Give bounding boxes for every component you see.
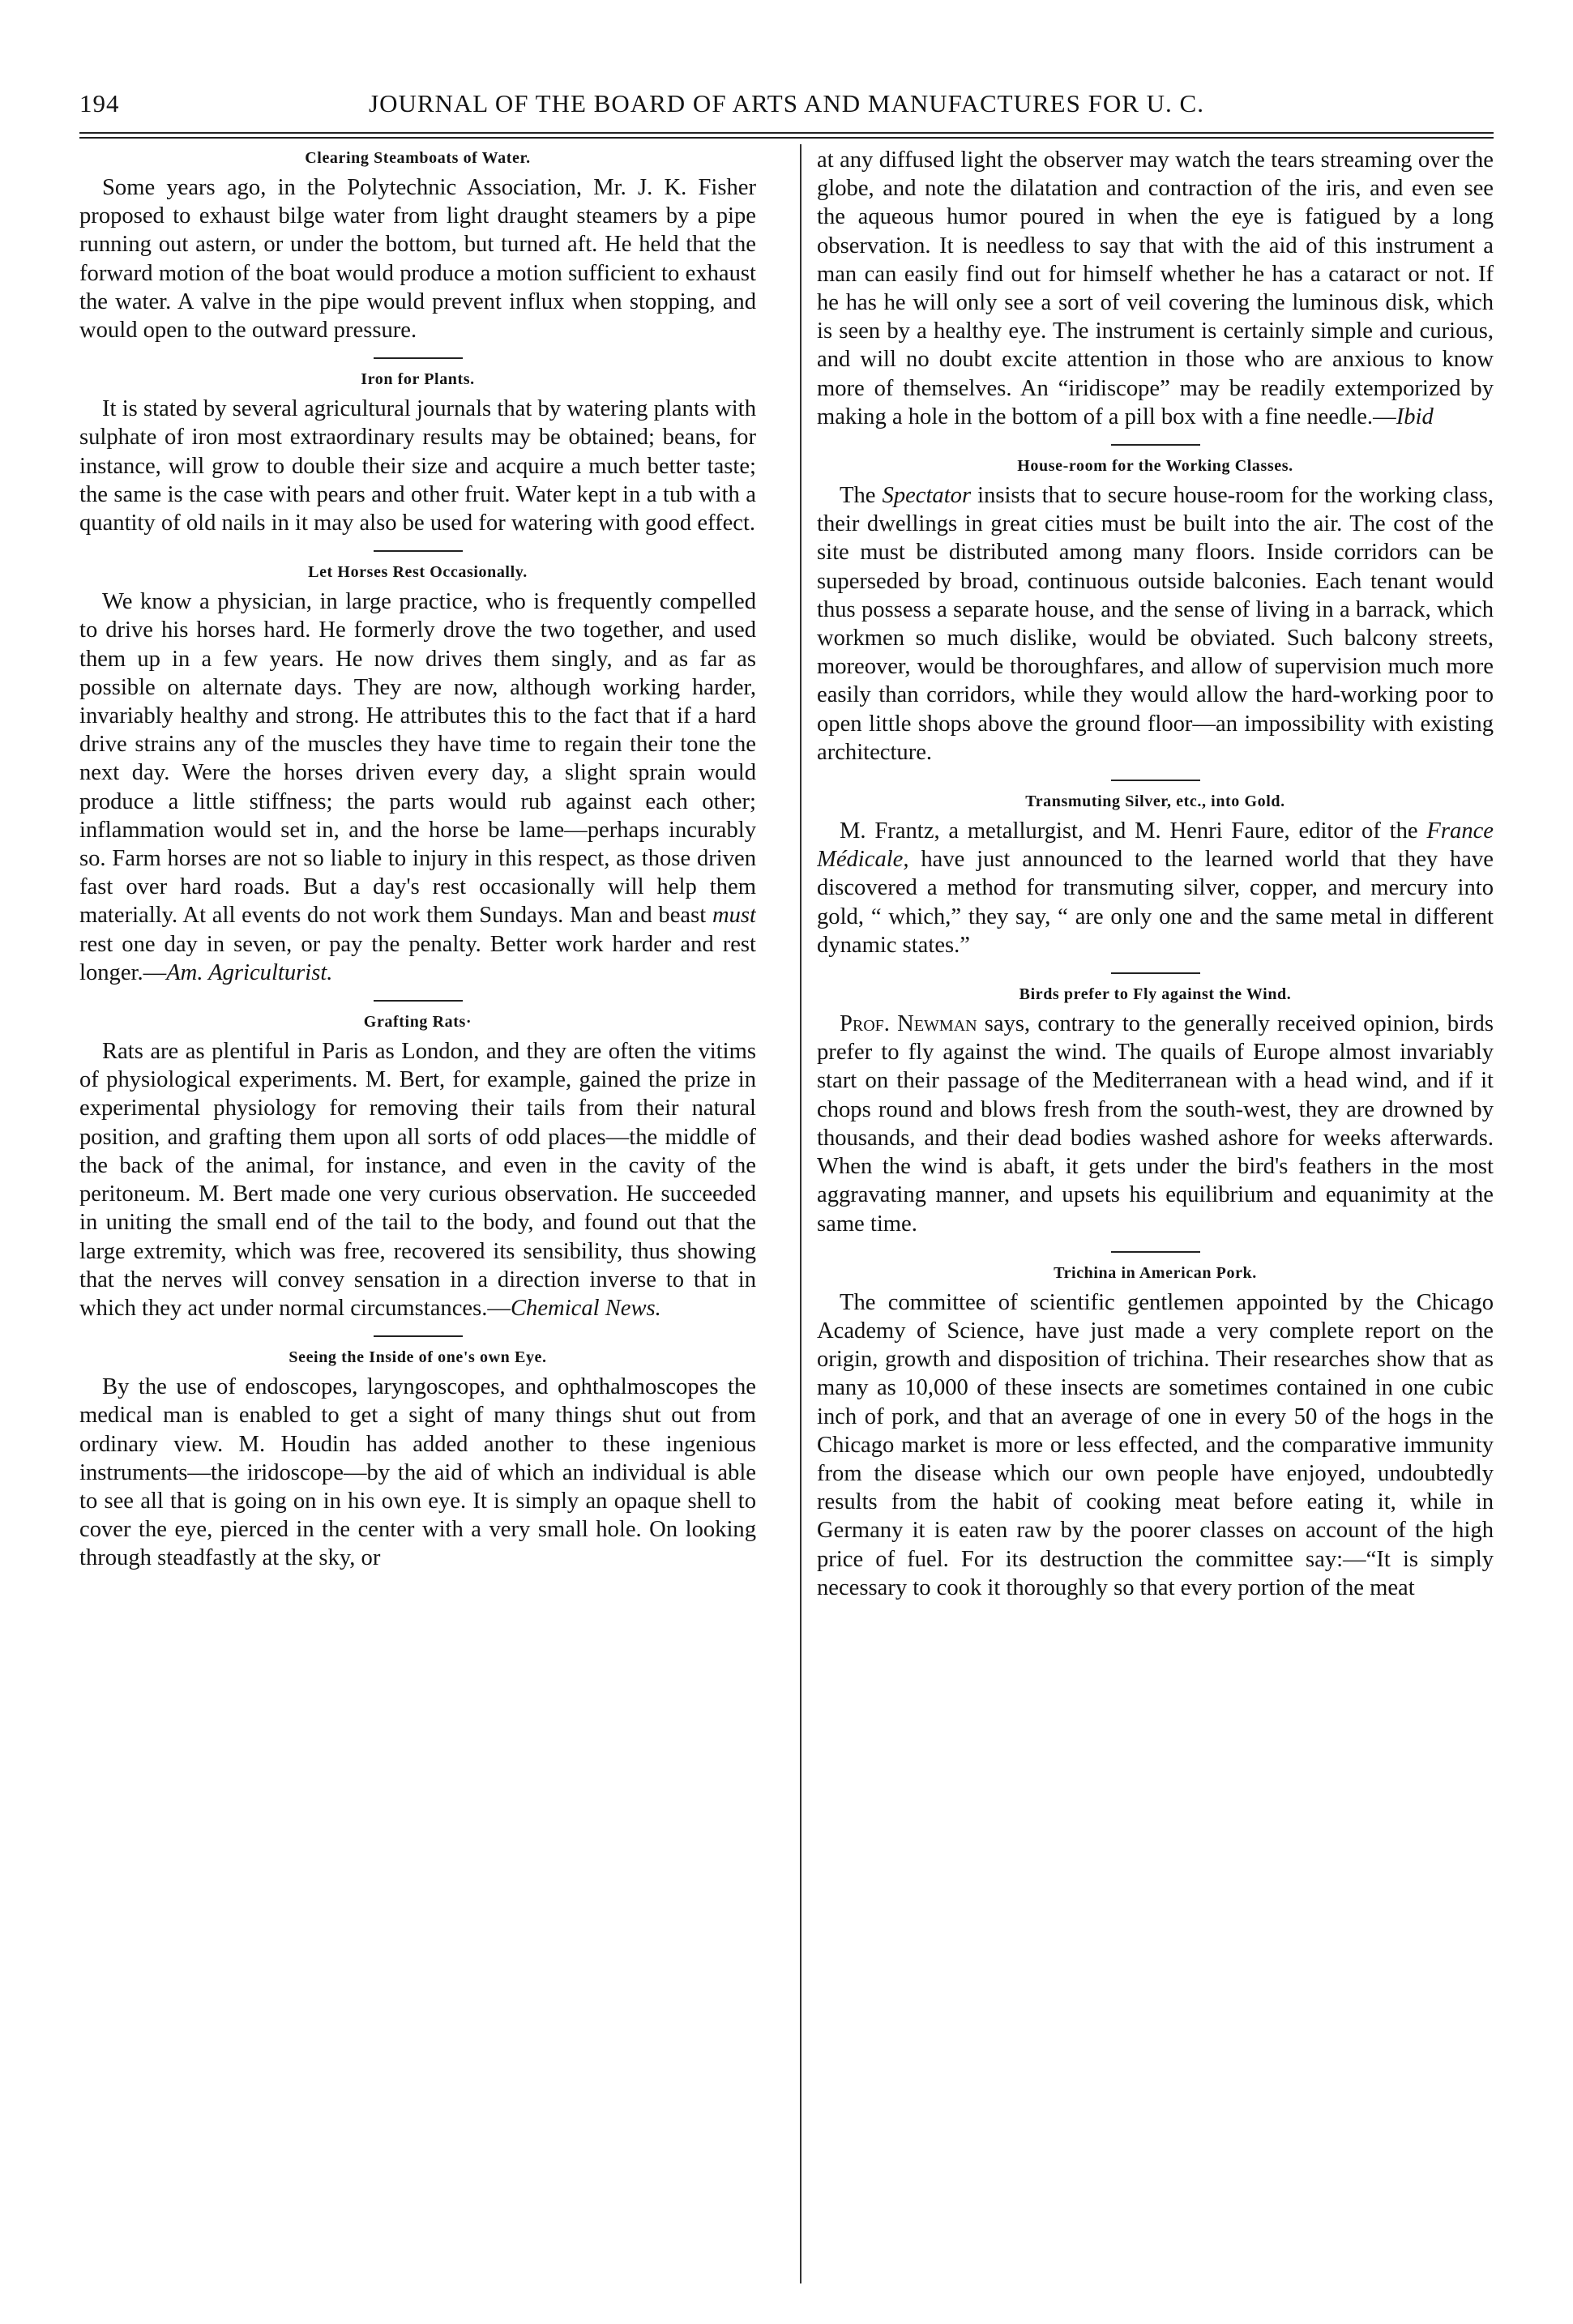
- emphasis: France Médicale,: [817, 818, 1494, 873]
- running-head: [79, 89, 1494, 130]
- journal-page: [79, 0, 1494, 2324]
- article-body: It is stated by several agricultural journals that by watering plants with sulphate of iron most extraordinary results may be obtained; beans, for instance, will grow to double their size and acquire a much better taste; the same is the case with pears and other fruit. Water kept in a tub with a quantity of old nails in it may also be used for watering with good effect.: [79, 396, 756, 536]
- article-lead: M. Frantz, a metallurgist, and M. Henri Faure, editor of the: [840, 818, 1418, 844]
- article-transmuting-silver: [817, 789, 1494, 959]
- article-seeing-inside-eye: [79, 1345, 756, 1572]
- article-title: Clearing Steamboats of Water.: [305, 149, 531, 167]
- journal-title: JOURNAL OF THE BOARD OF ARTS AND MANUFACTURES FOR U. C.: [369, 89, 1204, 117]
- article-body: [79, 587, 756, 987]
- article-title: Trichina in American Pork.: [1054, 1263, 1257, 1282]
- article-source: Am. Agriculturist.: [166, 959, 333, 985]
- article-text: have just announced to the learned world that they have discovered a method for transmuting silver, copper, and mercury into gold, “ which,” they say, “ are only one and the same metal in different dynamic states.”: [817, 847, 1494, 958]
- article-text: We know a physician, in large practice, who is frequently compelled to drive his horses hard. He formerly drove the two together, and used them up in a few years. He now drives them singly, and as far as possible on alternate days. They are now, although working harder, invariably healthy and strong. He attributes this to the fact that if a hard drive strains any of the muscles they have time to regain their tone the next day. Were the horses driven every day, a slight sprain would produce a little stiffness; the parts would rub against each other; inflammation would set in, and the horse be lame—perhaps incurably so. Farm horses are not so liable to injury in this respect, as those driven fast over hard roads. But a day's rest occasionally will help them materially. At all events do not work them Sundays. Man and beast: [79, 589, 756, 929]
- article-separator: [1111, 972, 1200, 974]
- article-body: [79, 1037, 756, 1322]
- article-title: Seeing the Inside of one's own Eye.: [289, 1348, 547, 1367]
- article-title: Transmuting Silver, etc., into Gold.: [1025, 792, 1285, 811]
- article-title: Iron for Plants.: [361, 370, 475, 389]
- article-source: Ibid: [1396, 404, 1434, 429]
- article-body: The committee of scientific gentlemen appointed by the Chicago Academy of Science, have just made a very complete report on the origin, growth and disposition of trichina. Their researches show that as many as 10,000 of these insects are sometimes contained in one cubic inch of pork, and that an average of one in every 50 of the hogs in the Chicago market is more or less effected, and the comparative immunity from the disease which our own people have enjoyed, undoubtedly results from the habit of cooking meat before eating it, while in Germany it is eaten raw by the poorer classes on account of the high price of fuel. For its destruction the committee say:—“It is simply necessary to cook it thoroughly so that every portion of the meat: [817, 1289, 1494, 1600]
- article-body: By the use of endoscopes, laryngoscopes, and ophthalmoscopes the medical man is enabled to get a sight of many things shut out from ordinary view. M. Houdin has added another to these ingenious instruments—the iridoscope—by the aid of which an individual is able to see all that is going on in his own eye. It is simply an opaque shell to cover the eye, pierced in the center with a very small hole. On looking through steadfastly at the sky, or: [79, 1374, 756, 1571]
- article-body: Some years ago, in the Polytechnic Association, Mr. J. K. Fisher proposed to exhaust bilge water from light draught steamers by a pipe running out astern, or under the bottom, but turned aft. He held that the forward motion of the boat would produce a motion sufficient to exhaust the water. A valve in the pipe would prevent influx when stopping, and would open to the outward pressure.: [79, 175, 756, 344]
- article-let-horses-rest: [79, 560, 756, 987]
- article-source: Chemical News.: [510, 1295, 661, 1321]
- article-seeing-inside-eye-continued: [817, 146, 1494, 431]
- article-separator: [1111, 1251, 1200, 1253]
- article-text: Rats are as plentiful in Paris as London, and they are often the vitims of physiological experiments. M. Bert, for example, gained the prize in experimental physiology for removing their tails from their natural position, and grafting them upon all sorts of odd places—the middle of the back of the animal, for instance, and even in the cavity of the peritoneum. M. Bert made one very curious observation. He succeeded in uniting the small end of the tail to the body, and found out that the large extremity, which was free, recovered its sensibility, thus showing that the nerves will convey sensation in a direction inverse to that in which they act under normal circumstances.—: [79, 1039, 756, 1321]
- article-title: Birds prefer to Fly against the Wind.: [1019, 985, 1292, 1004]
- article-separator: [374, 550, 463, 552]
- article-title: House-room for the Working Classes.: [1017, 457, 1293, 476]
- article-separator: [374, 1335, 463, 1337]
- left-column: [79, 146, 756, 2293]
- column-divider: [800, 144, 801, 2283]
- header-double-rule: [79, 132, 1494, 139]
- article-title: Grafting Rats·: [363, 1013, 472, 1032]
- article-lead: The: [840, 483, 876, 509]
- article-text: says, contrary to the generally received opinion, birds prefer to fly against the wind. The quails of Europe almost invariably start on their passage of the Mediterranean with a head wind, and if it chops round and blows fresh from the south-west, they are drowned by thousands, and their dead bodies washed ashore for weeks afterwards. When the wind is abaft, it gets under the bird's feathers in the most aggravating manner, and upsets his equilibrium and equanimity at the same time.: [817, 1011, 1494, 1237]
- emphasis: Spectator: [882, 483, 972, 509]
- article-body: [817, 817, 1494, 959]
- emphasis: must: [712, 903, 756, 929]
- article-text: insists that to secure house-room for the working class, their dwellings in great cities must be built into the air. The cost of the site must be distributed among many floors. Inside corridors can be superseded by broad, continuous outside balconies. Each tenant would thus possess a separate house, and the sense of living in a barrack, which workmen so much dislike, would be obviated. Such balcony streets, moreover, would be thoroughfares, and allow of supervision much more easily than corridors, while they would allow the hard-working poor to open little shops above the ground floor—an impossibility with existing architecture.: [817, 483, 1494, 765]
- article-separator: [1111, 780, 1200, 781]
- article-clearing-steamboats: [79, 146, 756, 344]
- article-trichina: [817, 1261, 1494, 1602]
- article-text: at any diffused light the observer may watch the tears streaming over the globe, and note the dilatation and contraction of the iris, and even see the aqueous humor poured in when the eye is fatigued by a long observation. It is needless to say that with the aid of this instrument a man can easily find out for himself whether he has a cataract or not. If he has he will only see a sort of veil covering the luminous disk, which is seen by a healthy eye. The instrument is certainly simple and curious, and will no doubt excite attention in those who are anxious to know more of themselves. An “iridiscope” may be readily extemporized by making a hole in the bottom of a pill box with a fine needle.—: [817, 147, 1494, 429]
- article-birds-fly-wind: [817, 982, 1494, 1238]
- article-separator: [1111, 444, 1200, 446]
- page-number: 194: [79, 89, 120, 117]
- article-house-room: [817, 454, 1494, 767]
- article-separator: [374, 1000, 463, 1002]
- article-body-continued: [817, 146, 1494, 431]
- article-body: [817, 1010, 1494, 1238]
- article-lead: Prof. Newman: [840, 1011, 977, 1037]
- right-column: [817, 146, 1494, 2293]
- article-body: [817, 481, 1494, 767]
- article-text-cont: rest one day in seven, or pay the penalty. Better work harder and rest longer.—: [79, 931, 756, 985]
- article-separator: [374, 357, 463, 359]
- article-iron-for-plants: [79, 367, 756, 537]
- article-grafting-rats: [79, 1010, 756, 1322]
- article-title: Let Horses Rest Occasionally.: [308, 563, 528, 582]
